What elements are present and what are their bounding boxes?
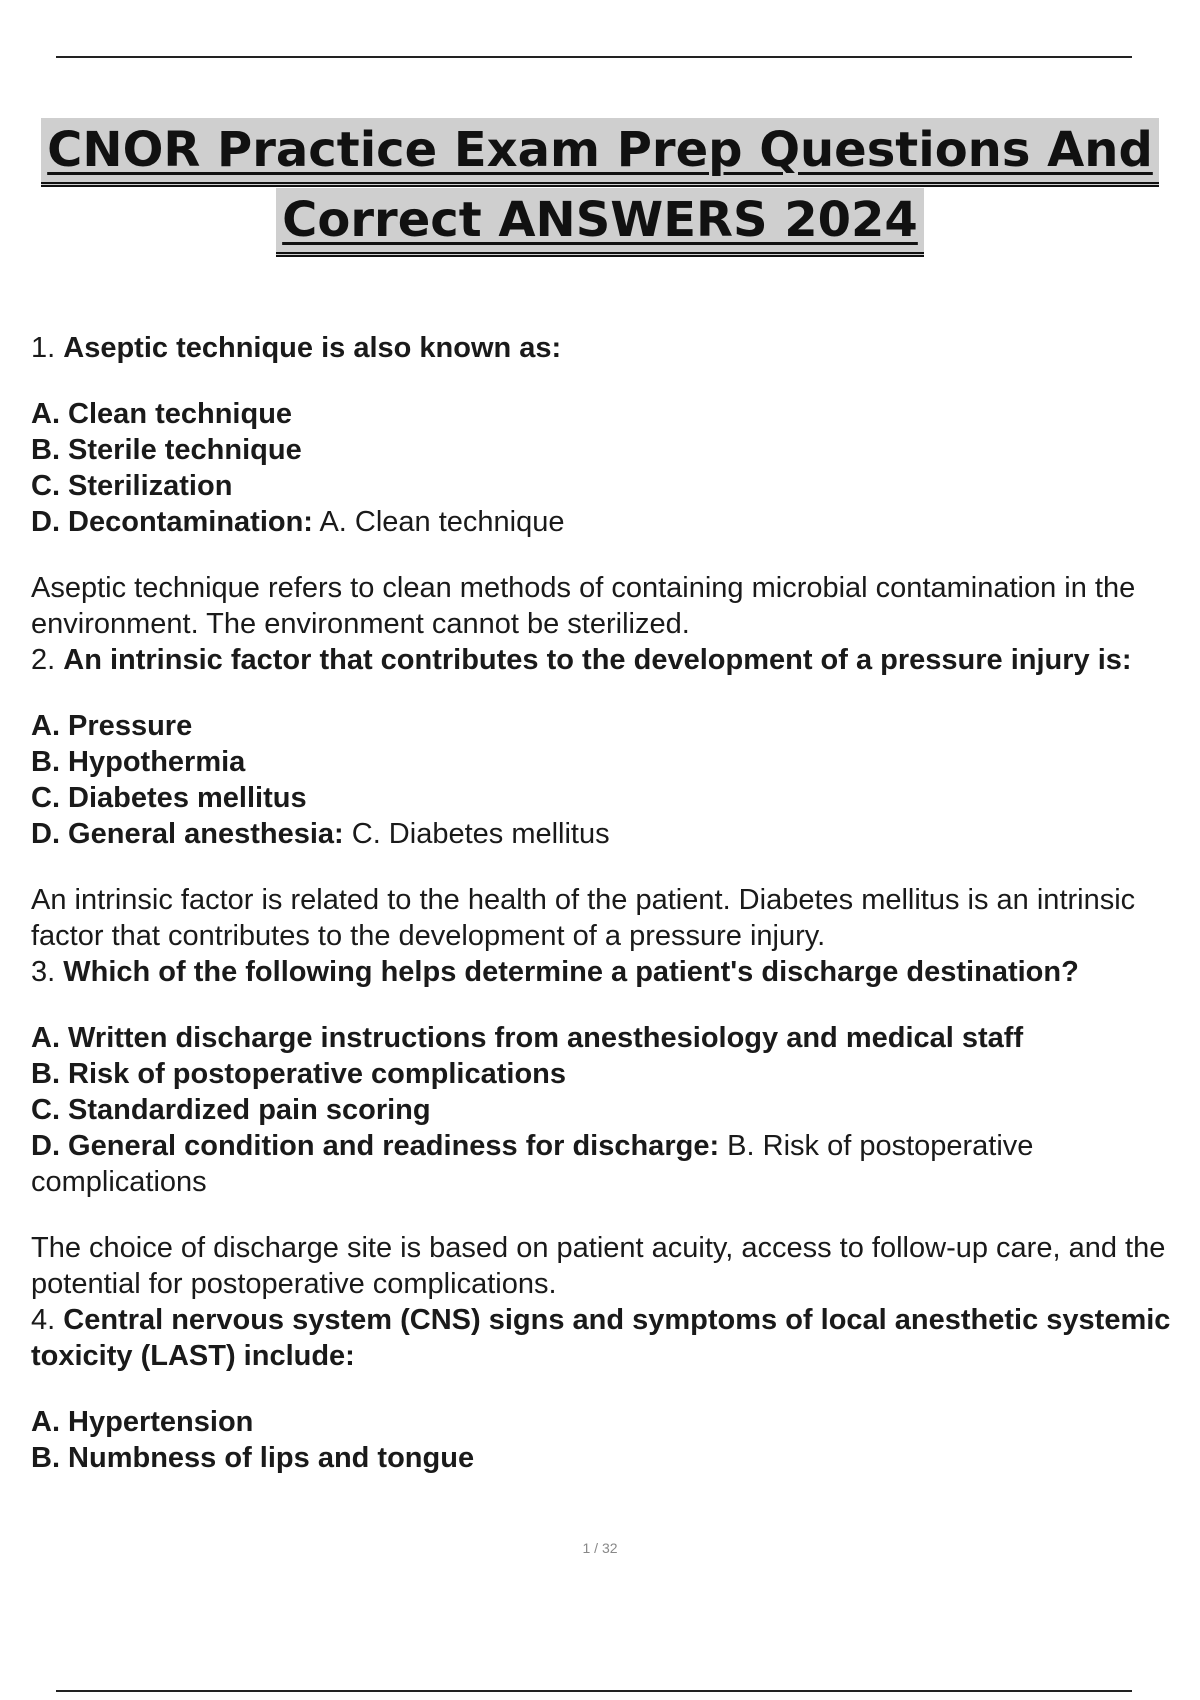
option-with-answer	[31, 816, 1191, 852]
question-prompt: Which of the following helps determine a patient's discharge destination?	[63, 956, 1079, 988]
answer: B. Risk of postoperative complications	[31, 1130, 1034, 1198]
option: A. Clean technique	[31, 398, 293, 430]
option: B. Sterile technique	[31, 434, 302, 466]
option-with-answer	[31, 504, 1191, 540]
option: A. Pressure	[31, 710, 193, 742]
explanation: An intrinsic factor is related to the health of the patient. Diabetes mellitus is an intrinsic factor that contributes to the development of a pressure injury.	[31, 884, 1136, 952]
question-prompt: Aseptic technique is also known as:	[63, 332, 562, 364]
document-title	[0, 118, 1200, 258]
question-prompt: An intrinsic factor that contributes to the development of a pressure injury is:	[63, 644, 1132, 676]
option: D. General anesthesia:	[31, 818, 344, 850]
page-number: 1 / 32	[582, 1540, 618, 1556]
question-number: 2.	[31, 644, 56, 676]
option: B. Hypothermia	[31, 746, 246, 778]
question-prompt: Central nervous system (CNS) signs and symptoms of local anesthetic systemic toxicity (LAST) include:	[31, 1304, 1171, 1372]
question-2	[31, 642, 1191, 678]
top-rule	[56, 56, 1132, 58]
question-number: 1.	[31, 332, 56, 364]
title-line-1: CNOR Practice Exam Prep Questions And	[41, 118, 1159, 187]
answer: A. Clean technique	[319, 506, 565, 538]
option: B. Risk of postoperative complications	[31, 1058, 566, 1090]
explanation: Aseptic technique refers to clean methods of containing microbial contamination in the environment. The environment cannot be sterilized.	[31, 572, 1136, 640]
question-3	[31, 954, 1191, 990]
question-number: 3.	[31, 956, 56, 988]
answer: C. Diabetes mellitus	[351, 818, 610, 850]
option: C. Standardized pain scoring	[31, 1094, 431, 1126]
question-number: 4.	[31, 1304, 56, 1336]
explanation: The choice of discharge site is based on patient acuity, access to follow-up care, and the potential for postoperative complications.	[31, 1232, 1166, 1300]
question-1	[31, 330, 1191, 366]
option-with-answer	[31, 1128, 1191, 1200]
option: D. General condition and readiness for discharge:	[31, 1130, 720, 1162]
title-line-2: Correct ANSWERS 2024	[276, 188, 924, 257]
option: D. Decontamination:	[31, 506, 313, 538]
bottom-rule	[56, 1690, 1132, 1692]
option: A. Hypertension	[31, 1406, 254, 1438]
questions-body	[31, 330, 1191, 1476]
option: A. Written discharge instructions from anesthesiology and medical staff	[31, 1022, 1024, 1054]
option: C. Diabetes mellitus	[31, 782, 307, 814]
option: C. Sterilization	[31, 470, 233, 502]
option: B. Numbness of lips and tongue	[31, 1442, 475, 1474]
question-4	[31, 1302, 1191, 1374]
